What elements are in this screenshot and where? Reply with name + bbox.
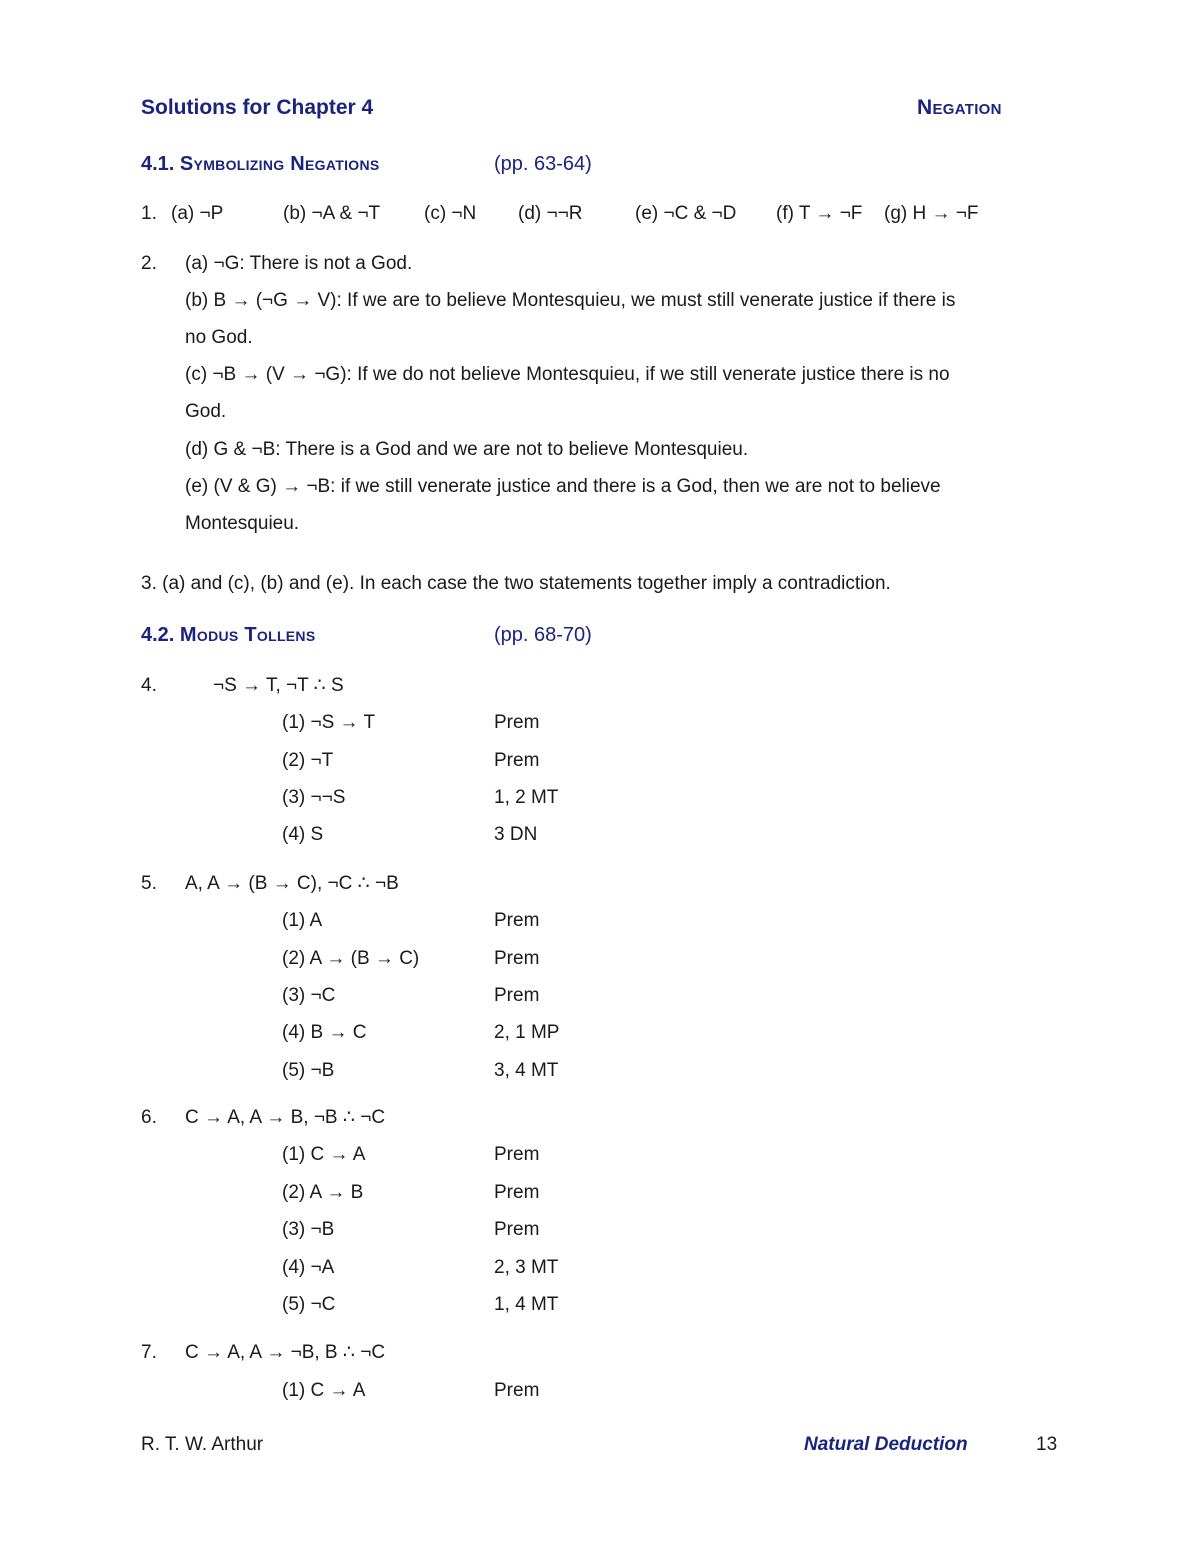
exercise-2-number: 2. [141, 253, 157, 274]
proof-justification: Prem [494, 1144, 540, 1165]
proof-step: (1) A [282, 910, 323, 931]
exercise-2-c-line2: God. [185, 401, 227, 422]
exercise-6-number: 6. [141, 1107, 157, 1128]
proof-step: (2) A → B [282, 1182, 364, 1203]
exercise-2-e-line1: (e) (V & G) → ¬B: if we still venerate justice and there is a God, then we are not to believe [185, 476, 941, 497]
proof-step: (3) ¬B [282, 1219, 335, 1240]
proof-justification: 1, 2 MT [494, 787, 559, 808]
exercise-2-a: (a) ¬G: There is not a God. [185, 253, 413, 274]
exercise-1-c: (c) ¬N [424, 203, 477, 224]
proof-justification: Prem [494, 910, 540, 931]
section-number: 4.1. [141, 153, 175, 175]
proof-justification: Prem [494, 1219, 540, 1240]
proof-step: (3) ¬¬S [282, 787, 346, 808]
section-heading-4-2 [141, 623, 315, 647]
exercise-1-d: (d) ¬¬R [518, 203, 583, 224]
proof-step: (1) C → A [282, 1380, 366, 1401]
proof-step: (2) ¬T [282, 750, 334, 771]
exercise-2-b-line2: no God. [185, 327, 253, 348]
proof-step: (5) ¬C [282, 1294, 336, 1315]
exercise-5-argument: A, A → (B → C), ¬C ∴ ¬B [185, 873, 399, 894]
section-heading-4-1 [141, 152, 380, 176]
proof-justification: 1, 4 MT [494, 1294, 559, 1315]
proof-justification: 3 DN [494, 824, 538, 845]
footer-author: R. T. W. Arthur [141, 1434, 264, 1455]
section-title: Modus Tollens [179, 624, 316, 646]
proof-justification: 2, 1 MP [494, 1022, 560, 1043]
exercise-1-a: (a) ¬P [171, 203, 224, 224]
proof-step: (2) A → (B → C) [282, 948, 420, 969]
proof-justification: 3, 4 MT [494, 1060, 559, 1081]
exercise-1-f: (f) T → ¬F [776, 203, 863, 224]
exercise-1-number: 1. [141, 203, 157, 224]
proof-justification: 2, 3 MT [494, 1257, 559, 1278]
exercise-3: 3. (a) and (c), (b) and (e). In each case the two statements together imply a contradiction. [141, 573, 891, 594]
exercise-2-d: (d) G & ¬B: There is a God and we are not to believe Montesquieu. [185, 439, 749, 460]
proof-step: (5) ¬B [282, 1060, 335, 1081]
proof-justification: Prem [494, 948, 540, 969]
exercise-2-e-line2: Montesquieu. [185, 513, 300, 534]
footer-page-number: 13 [1036, 1434, 1058, 1455]
exercise-1-e: (e) ¬C & ¬D [635, 203, 737, 224]
section-pages: (pp. 68-70) [494, 624, 592, 646]
proof-justification: Prem [494, 750, 540, 771]
proof-justification: Prem [494, 712, 540, 733]
proof-justification: Prem [494, 1380, 540, 1401]
exercise-7-argument: C → A, A → ¬B, B ∴ ¬C [185, 1342, 386, 1363]
section-title: Symbolizing Negations [179, 153, 380, 175]
exercise-1-b: (b) ¬A & ¬T [283, 203, 381, 224]
exercise-5-number: 5. [141, 873, 157, 894]
section-pages: (pp. 63-64) [494, 153, 592, 175]
exercise-4-argument: ¬S → T, ¬T ∴ S [213, 675, 344, 696]
proof-step: (1) C → A [282, 1144, 366, 1165]
proof-step: (4) ¬A [282, 1257, 335, 1278]
exercise-4-number: 4. [141, 675, 157, 696]
proof-step: (4) B → C [282, 1022, 367, 1043]
proof-step: (4) S [282, 824, 324, 845]
exercise-2-b-line1: (b) B → (¬G → V): If we are to believe Montesquieu, we must still venerate justice if there is [185, 290, 956, 311]
proof-justification: Prem [494, 1182, 540, 1203]
running-header-chapter: Negation [917, 96, 1002, 119]
exercise-1-g: (g) H → ¬F [884, 203, 979, 224]
exercise-2-c-line1: (c) ¬B → (V → ¬G): If we do not believe Montesquieu, if we still venerate justice there is no [185, 364, 950, 385]
exercise-6-argument: C → A, A → B, ¬B ∴ ¬C [185, 1107, 386, 1128]
exercise-7-number: 7. [141, 1342, 157, 1363]
proof-justification: Prem [494, 985, 540, 1006]
proof-step: (3) ¬C [282, 985, 336, 1006]
section-number: 4.2. [141, 624, 175, 646]
running-header-title: Solutions for Chapter 4 [141, 96, 374, 119]
proof-step: (1) ¬S → T [282, 712, 376, 733]
footer-book-title: Natural Deduction [804, 1434, 968, 1455]
